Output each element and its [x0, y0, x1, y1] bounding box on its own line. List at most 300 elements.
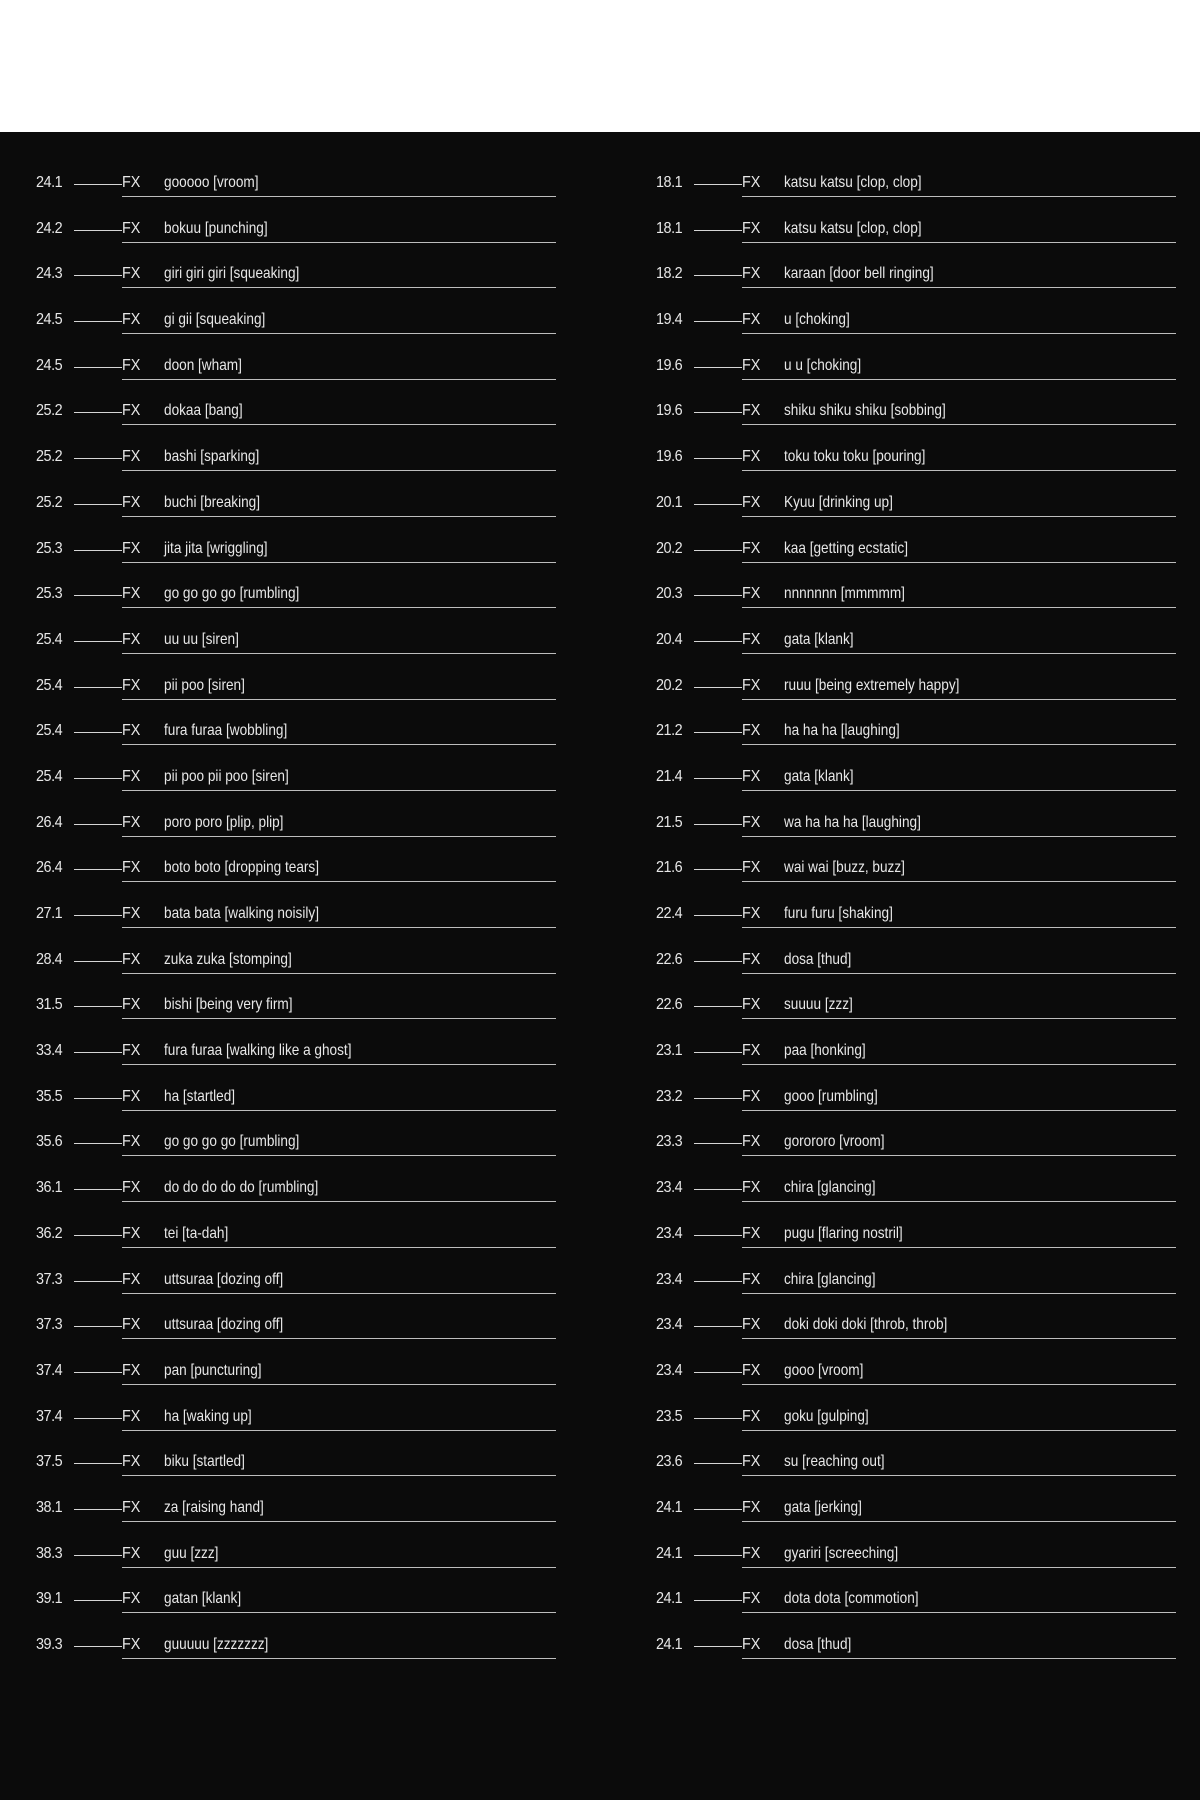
underline-rule [122, 1293, 556, 1294]
page-panel-ref: 39.1 [36, 1590, 63, 1608]
sound-effect-translation: gooo [rumbling] [784, 1087, 878, 1105]
page-panel-ref: 25.2 [36, 448, 63, 466]
leader-line [74, 778, 122, 779]
glossary-entry [36, 162, 556, 208]
sound-effect-translation: toku toku toku [pouring] [784, 448, 926, 466]
page-panel-ref: 39.3 [36, 1636, 63, 1653]
page-panel-ref: 20.2 [656, 539, 683, 557]
sound-effect-translation: karaan [door bell ringing] [784, 265, 934, 283]
leader-line [694, 732, 742, 733]
page-panel-ref: 25.4 [36, 767, 63, 785]
page-panel-ref: 20.1 [656, 493, 683, 511]
fx-label: FX [742, 676, 761, 694]
sound-effect-translation: ha ha ha [laughing] [784, 722, 900, 740]
glossary-entry [36, 1578, 556, 1624]
leader-line [74, 1281, 122, 1282]
fx-label: FX [742, 813, 761, 831]
sound-effect-translation: jita jita [wriggling] [164, 539, 268, 557]
leader-line [74, 961, 122, 962]
leader-line [74, 1098, 122, 1099]
leader-line [74, 1418, 122, 1419]
leader-line [74, 1463, 122, 1464]
sound-effect-translation: ha [waking up] [164, 1407, 252, 1425]
leader-line [694, 1555, 742, 1556]
page-panel-ref: 31.5 [36, 996, 63, 1014]
glossary-entry [36, 1304, 556, 1350]
underline-rule [122, 744, 556, 745]
leader-line [74, 1235, 122, 1236]
sound-effect-translation: paa [honking] [784, 1042, 866, 1060]
underline-rule [122, 379, 556, 380]
page-panel-ref: 18.1 [656, 174, 683, 191]
glossary-entry [36, 1350, 556, 1396]
page-panel-ref: 25.3 [36, 585, 63, 603]
fx-label: FX [122, 1224, 141, 1242]
glossary-entry [656, 436, 1176, 482]
page-panel-ref: 23.4 [656, 1270, 683, 1288]
sound-effect-translation: bata bata [walking noisily] [164, 905, 319, 922]
underline-rule [742, 1110, 1176, 1111]
fx-label: FX [122, 493, 141, 511]
glossary-entry [36, 802, 556, 848]
sound-effect-translation: go go go go [rumbling] [164, 1133, 300, 1151]
fx-label: FX [122, 950, 141, 968]
underline-rule [742, 333, 1176, 334]
leader-line [694, 1189, 742, 1190]
underline-rule [122, 424, 556, 425]
page-panel-ref: 24.3 [36, 265, 63, 283]
fx-label: FX [742, 722, 761, 740]
fx-label: FX [122, 630, 141, 648]
fx-label: FX [122, 402, 141, 420]
underline-rule [742, 927, 1176, 928]
glossary-entry [36, 939, 556, 985]
underline-rule [742, 744, 1176, 745]
leader-line [694, 1098, 742, 1099]
fx-label: FX [122, 905, 141, 922]
glossary-entry [36, 528, 556, 574]
fx-label: FX [742, 1361, 761, 1379]
fx-label: FX [122, 1270, 141, 1288]
glossary-entry [36, 299, 556, 345]
fx-label: FX [122, 1361, 141, 1379]
page-panel-ref: 26.4 [36, 813, 63, 831]
leader-line [74, 1189, 122, 1190]
glossary-entry [36, 1213, 556, 1259]
page-panel-ref: 25.2 [36, 493, 63, 511]
glossary-entry [36, 482, 556, 528]
fx-label: FX [742, 1453, 761, 1471]
underline-rule [742, 1338, 1176, 1339]
sound-effect-translation: boto boto [dropping tears] [164, 859, 320, 877]
underline-rule [742, 881, 1176, 882]
underline-rule [122, 242, 556, 243]
page-panel-ref: 24.2 [36, 219, 63, 237]
underline-rule [122, 1521, 556, 1522]
page-panel-ref: 18.2 [656, 265, 683, 283]
underline-rule [742, 699, 1176, 700]
leader-line [694, 915, 742, 916]
underline-rule [742, 242, 1176, 243]
underline-rule [122, 1338, 556, 1339]
leader-line [74, 184, 122, 185]
sound-effect-translation: gi gii [squeaking] [164, 311, 266, 329]
fx-label: FX [742, 1042, 761, 1060]
underline-rule [122, 1475, 556, 1476]
leader-line [74, 504, 122, 505]
underline-rule [742, 196, 1176, 197]
glossary-entry [656, 1076, 1176, 1122]
underline-rule [122, 470, 556, 471]
fx-label: FX [122, 265, 141, 283]
sound-effect-translation: pan [puncturing] [164, 1361, 262, 1379]
glossary-entry [656, 208, 1176, 254]
sound-effect-translation: nnnnnnn [mmmmm] [784, 585, 905, 603]
underline-rule [122, 790, 556, 791]
fx-label: FX [742, 996, 761, 1014]
fx-label: FX [742, 174, 761, 191]
glossary-entry [656, 710, 1176, 756]
page-panel-ref: 23.4 [656, 1361, 683, 1379]
sound-effect-translation: dosa [thud] [784, 950, 852, 968]
glossary-entry [36, 208, 556, 254]
page-panel-ref: 24.1 [656, 1544, 683, 1562]
sound-effect-translation: u u [choking] [784, 356, 862, 374]
fx-label: FX [742, 859, 761, 877]
leader-line [694, 1600, 742, 1601]
leader-line [694, 778, 742, 779]
leader-line [74, 1143, 122, 1144]
underline-rule [742, 836, 1176, 837]
leader-line [74, 367, 122, 368]
page-panel-ref: 37.5 [36, 1453, 63, 1471]
underline-rule [122, 1064, 556, 1065]
page-panel-ref: 19.6 [656, 402, 683, 420]
leader-line [74, 641, 122, 642]
leader-line [74, 1509, 122, 1510]
leader-line [74, 1326, 122, 1327]
leader-line [694, 1006, 742, 1007]
sound-effect-translation: uttsuraa [dozing off] [164, 1270, 284, 1288]
glossary-entry [36, 1624, 556, 1670]
glossary-entry [656, 847, 1176, 893]
fx-label: FX [122, 585, 141, 603]
underline-rule [122, 653, 556, 654]
fx-label: FX [122, 1590, 141, 1608]
page-panel-ref: 35.6 [36, 1133, 63, 1151]
sound-effect-translation: bashi [sparking] [164, 448, 260, 466]
leader-line [694, 184, 742, 185]
leader-line [694, 367, 742, 368]
fx-label: FX [742, 1179, 761, 1197]
sound-effect-translation: uttsuraa [dozing off] [164, 1316, 284, 1334]
sound-effect-translation: fura furaa [walking like a ghost] [164, 1042, 352, 1060]
glossary-entry [656, 1441, 1176, 1487]
sound-effect-translation: giri giri giri [squeaking] [164, 265, 300, 283]
glossary-entry [36, 1121, 556, 1167]
underline-rule [122, 1247, 556, 1248]
fx-label: FX [742, 1636, 761, 1653]
sound-effect-translation: ha [startled] [164, 1087, 236, 1105]
glossary-entry [36, 665, 556, 711]
leader-line [74, 595, 122, 596]
fx-label: FX [122, 1133, 141, 1151]
glossary-entry [656, 1121, 1176, 1167]
glossary-entry [36, 1396, 556, 1442]
page-panel-ref: 24.1 [656, 1636, 683, 1653]
glossary-entry [656, 1167, 1176, 1213]
sound-effect-translation: suuuu [zzz] [784, 996, 853, 1014]
page-panel-ref: 23.4 [656, 1179, 683, 1197]
sound-effect-translation: pii poo pii poo [siren] [164, 767, 289, 785]
fx-label: FX [742, 1498, 761, 1516]
right-column [656, 162, 1176, 1670]
page-panel-ref: 23.3 [656, 1133, 683, 1151]
page-panel-ref: 24.1 [656, 1590, 683, 1608]
page-panel-ref: 37.3 [36, 1270, 63, 1288]
sound-effect-translation: gooooo [vroom] [164, 174, 259, 191]
underline-rule [122, 196, 556, 197]
leader-line [694, 230, 742, 231]
sound-effect-translation: gata [klank] [784, 630, 854, 648]
page-panel-ref: 19.6 [656, 356, 683, 374]
glossary-entry [656, 528, 1176, 574]
underline-rule [122, 287, 556, 288]
page-panel-ref: 24.1 [36, 174, 63, 191]
sound-effects-glossary-panel [0, 132, 1200, 1800]
page-panel-ref: 21.2 [656, 722, 683, 740]
sound-effect-translation: gata [jerking] [784, 1498, 862, 1516]
sound-effect-translation: su [reaching out] [784, 1453, 885, 1471]
underline-rule [122, 607, 556, 608]
glossary-entry [36, 1487, 556, 1533]
page-panel-ref: 25.4 [36, 630, 63, 648]
fx-label: FX [122, 174, 141, 191]
page-panel-ref: 23.5 [656, 1407, 683, 1425]
fx-label: FX [122, 219, 141, 237]
glossary-entry [36, 619, 556, 665]
underline-rule [122, 881, 556, 882]
glossary-entry [656, 345, 1176, 391]
sound-effect-translation: gorororo [vroom] [784, 1133, 885, 1151]
underline-rule [742, 1567, 1176, 1568]
leader-line [694, 1509, 742, 1510]
leader-line [74, 458, 122, 459]
underline-rule [742, 1658, 1176, 1659]
underline-rule [742, 1521, 1176, 1522]
sound-effect-translation: zuka zuka [stomping] [164, 950, 292, 968]
glossary-entry [36, 253, 556, 299]
glossary-entry [656, 756, 1176, 802]
underline-rule [742, 607, 1176, 608]
underline-rule [742, 287, 1176, 288]
fx-label: FX [742, 1407, 761, 1425]
fx-label: FX [122, 813, 141, 831]
page-panel-ref: 26.4 [36, 859, 63, 877]
underline-rule [742, 470, 1176, 471]
leader-line [694, 1326, 742, 1327]
underline-rule [742, 1293, 1176, 1294]
fx-label: FX [742, 539, 761, 557]
leader-line [694, 869, 742, 870]
underline-rule [122, 516, 556, 517]
leader-line [694, 275, 742, 276]
page-panel-ref: 25.4 [36, 676, 63, 694]
leader-line [694, 1418, 742, 1419]
fx-label: FX [122, 311, 141, 329]
fx-label: FX [742, 630, 761, 648]
fx-label: FX [122, 356, 141, 374]
page-panel-ref: 36.2 [36, 1224, 63, 1242]
page-panel-ref: 22.6 [656, 950, 683, 968]
leader-line [694, 550, 742, 551]
page-panel-ref: 25.4 [36, 722, 63, 740]
sound-effect-translation: chira [glancing] [784, 1179, 876, 1197]
underline-rule [122, 1567, 556, 1568]
page-panel-ref: 37.3 [36, 1316, 63, 1334]
glossary-entry [656, 1030, 1176, 1076]
fx-label: FX [122, 1498, 141, 1516]
glossary-entry [36, 1076, 556, 1122]
leader-line [694, 824, 742, 825]
underline-rule [742, 653, 1176, 654]
sound-effect-translation: dosa [thud] [784, 1636, 852, 1653]
sound-effect-translation: katsu katsu [clop, clop] [784, 174, 922, 191]
leader-line [74, 321, 122, 322]
glossary-entry [656, 619, 1176, 665]
sound-effect-translation: poro poro [plip, plip] [164, 813, 284, 831]
sound-effect-translation: dota dota [commotion] [784, 1590, 919, 1608]
sound-effect-translation: go go go go [rumbling] [164, 585, 300, 603]
underline-rule [122, 1155, 556, 1156]
glossary-entry [36, 710, 556, 756]
glossary-entry [656, 1213, 1176, 1259]
leader-line [74, 1052, 122, 1053]
glossary-entry [656, 1396, 1176, 1442]
glossary-entry [656, 1624, 1176, 1670]
sound-effect-translation: kaa [getting ecstatic] [784, 539, 908, 557]
glossary-entry [656, 1259, 1176, 1305]
glossary-entry [656, 802, 1176, 848]
underline-rule [742, 1384, 1176, 1385]
leader-line [694, 1372, 742, 1373]
leader-line [74, 687, 122, 688]
fx-label: FX [122, 448, 141, 466]
underline-rule [122, 927, 556, 928]
sound-effect-translation: gooo [vroom] [784, 1361, 864, 1379]
page-panel-ref: 27.1 [36, 905, 63, 922]
underline-rule [122, 333, 556, 334]
sound-effect-translation: bishi [being very firm] [164, 996, 293, 1014]
underline-rule [742, 1612, 1176, 1613]
underline-rule [122, 1201, 556, 1202]
sound-effect-translation: katsu katsu [clop, clop] [784, 219, 922, 237]
page-panel-ref: 24.5 [36, 356, 63, 374]
leader-line [694, 321, 742, 322]
page-panel-ref: 25.3 [36, 539, 63, 557]
page-panel-ref: 38.3 [36, 1544, 63, 1562]
page-panel-ref: 24.5 [36, 311, 63, 329]
fx-label: FX [122, 676, 141, 694]
glossary-entry [36, 436, 556, 482]
underline-rule [742, 424, 1176, 425]
glossary-entry [36, 1167, 556, 1213]
fx-label: FX [122, 1087, 141, 1105]
sound-effect-translation: fura furaa [wobbling] [164, 722, 288, 740]
underline-rule [742, 1018, 1176, 1019]
glossary-entry [656, 162, 1176, 208]
sound-effect-translation: doon [wham] [164, 356, 242, 374]
sound-effect-translation: furu furu [shaking] [784, 905, 893, 922]
fx-label: FX [742, 265, 761, 283]
underline-rule [742, 973, 1176, 974]
leader-line [74, 869, 122, 870]
leader-line [694, 1463, 742, 1464]
sound-effect-translation: buchi [breaking] [164, 493, 261, 511]
sound-effect-translation: tei [ta-dah] [164, 1224, 229, 1242]
page-panel-ref: 36.1 [36, 1179, 63, 1197]
underline-rule [122, 836, 556, 837]
fx-label: FX [122, 996, 141, 1014]
leader-line [74, 732, 122, 733]
page-panel-ref: 21.4 [656, 767, 683, 785]
fx-label: FX [122, 1407, 141, 1425]
leader-line [694, 458, 742, 459]
fx-label: FX [122, 1453, 141, 1471]
leader-line [74, 1372, 122, 1373]
fx-label: FX [122, 1636, 141, 1653]
page-panel-ref: 22.4 [656, 905, 683, 922]
glossary-entry [36, 345, 556, 391]
leader-line [694, 504, 742, 505]
glossary-entry [656, 665, 1176, 711]
underline-rule [742, 1247, 1176, 1248]
fx-label: FX [742, 950, 761, 968]
sound-effect-translation: shiku shiku shiku [sobbing] [784, 402, 946, 420]
underline-rule [742, 1201, 1176, 1202]
leader-line [694, 961, 742, 962]
glossary-entry [656, 390, 1176, 436]
glossary-entry [36, 1441, 556, 1487]
sound-effect-translation: chira [glancing] [784, 1270, 876, 1288]
underline-rule [742, 1064, 1176, 1065]
leader-line [694, 412, 742, 413]
fx-label: FX [742, 219, 761, 237]
fx-label: FX [742, 448, 761, 466]
leader-line [74, 1006, 122, 1007]
underline-rule [742, 1155, 1176, 1156]
glossary-entry [656, 1487, 1176, 1533]
page-panel-ref: 21.5 [656, 813, 683, 831]
fx-label: FX [742, 1544, 761, 1562]
page-panel-ref: 18.1 [656, 219, 683, 237]
glossary-entry [656, 573, 1176, 619]
underline-rule [122, 699, 556, 700]
page-panel-ref: 25.2 [36, 402, 63, 420]
glossary-entry [36, 1533, 556, 1579]
page-panel-ref: 37.4 [36, 1361, 63, 1379]
page-panel-ref: 23.4 [656, 1316, 683, 1334]
underline-rule [122, 1658, 556, 1659]
sound-effect-translation: ruuu [being extremely happy] [784, 676, 960, 694]
underline-rule [122, 973, 556, 974]
page-panel-ref: 24.1 [656, 1498, 683, 1516]
fx-label: FX [742, 402, 761, 420]
fx-label: FX [742, 1087, 761, 1105]
fx-label: FX [122, 859, 141, 877]
page-panel-ref: 37.4 [36, 1407, 63, 1425]
glossary-entry [36, 847, 556, 893]
